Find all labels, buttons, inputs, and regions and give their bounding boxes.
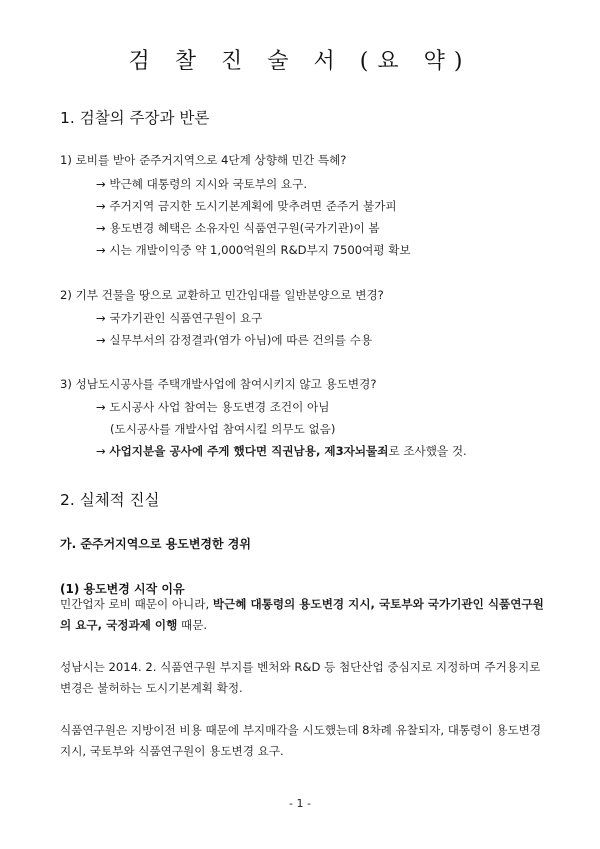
- q3-answer-2-bold: 사업지분을 공사에 주게 했다면 직권남용, 제3자뇌물죄: [109, 444, 389, 458]
- paragraph-1-end: 때문.: [177, 618, 208, 632]
- q1-question: 1) 로비를 받아 준주거지역으로 4단계 상향해 민간 특혜?: [60, 153, 347, 167]
- q1-answer-4: → 시는 개발이익중 약 1,000억원의 R&D부지 7500여평 확보: [96, 243, 411, 257]
- subsection-1-heading: (1) 용도변경 시작 이유: [60, 582, 185, 596]
- page-number: - 1 -: [289, 797, 311, 810]
- subsection-ga-heading: 가. 준주거지역으로 용도변경한 경위: [60, 537, 251, 551]
- paragraph-2: 성남시는 2014. 2. 식품연구원 부지를 벤처와 R&D 등 첨단산업 중심지로 지정하며 주거용지로 변경은 불허하는 도시기본계획 확정.: [60, 660, 541, 695]
- q1-answer-3: → 용도변경 혜택은 소유자인 식품연구원(국가기관)이 봄: [96, 221, 380, 235]
- q1-answer-1: → 박근혜 대통령의 지시와 국토부의 요구.: [96, 177, 308, 191]
- paragraph-1: [60, 594, 546, 636]
- section2-heading: 2. 실체적 진실: [60, 491, 160, 509]
- q1-answer-2: → 주거지역 금지한 도시기본계획에 맞추려면 준주거 불가피: [96, 199, 397, 213]
- paragraph-3: 식품연구원은 지방이전 비용 때문에 부지매각을 시도했는데 8차례 유찰되자, 대통령이 용도변경 지시, 국토부와 식품연구원이 용도변경 요구.: [60, 723, 542, 758]
- q2-question: 2) 기부 건물을 땅으로 교환하고 민간임대를 일반분양으로 변경?: [60, 288, 384, 302]
- paragraph-1-bold: 박근혜 대통령의 용도변경 지시, 국토부와 국가기관인 식품연구원의 요구, 국정과제 이행: [60, 597, 544, 632]
- q3-answer-note: (도시공사를 개발사업 참여시킬 의무도 없음): [110, 422, 336, 436]
- q3-question: 3) 성남도시공사를 주택개발사업에 참여시키지 않고 용도변경?: [60, 377, 377, 391]
- q2-answer-2: → 실무부서의 감정결과(염가 아님)에 따른 건의를 수용: [96, 333, 373, 347]
- q3-answer-2: [96, 443, 467, 459]
- q3-answer-2-arrow: →: [96, 444, 106, 458]
- q3-answer-1: → 도시공사 사업 참여는 용도변경 조건이 아님: [96, 400, 330, 414]
- section1-heading: 1. 검찰의 주장과 반론: [60, 109, 210, 127]
- paragraph-1-plain: 민간업자 로비 때문이 아니라,: [60, 597, 213, 611]
- document-title: 검 찰 진 술 서 (요 약): [128, 49, 472, 74]
- q2-answer-1: → 국가기관인 식품연구원이 요구: [96, 311, 263, 325]
- q3-answer-2-rest: 로 조사했을 것.: [388, 444, 467, 458]
